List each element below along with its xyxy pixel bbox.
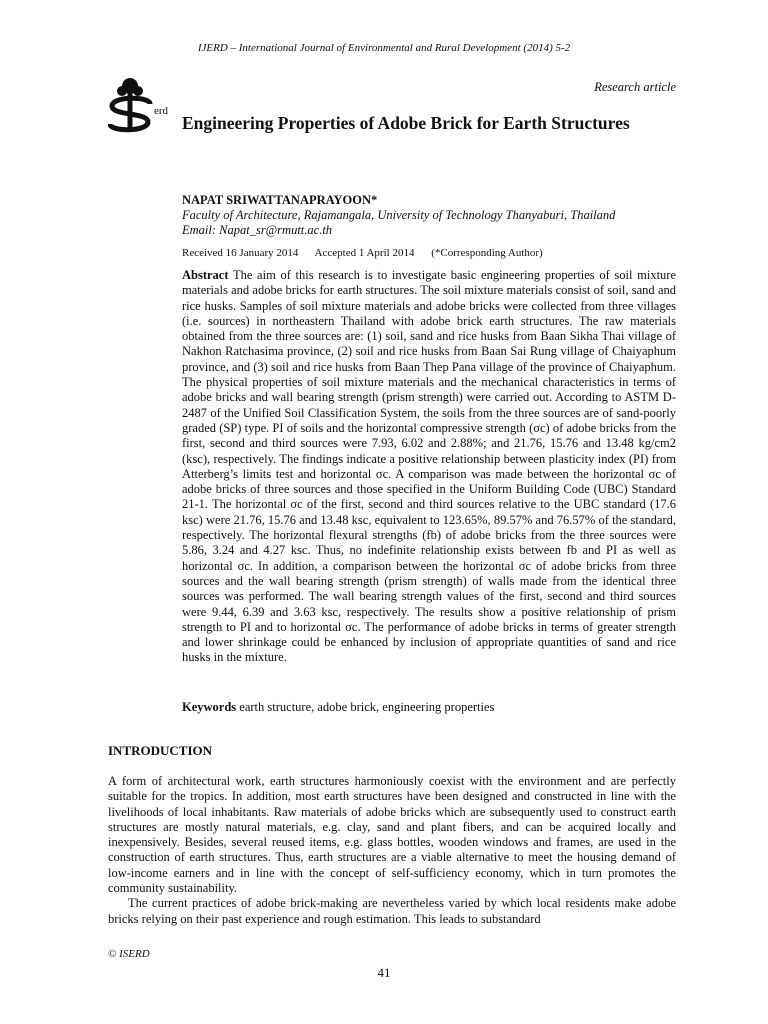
- accepted-date: Accepted 1 April 2014: [314, 247, 415, 259]
- keywords-label: Keywords: [182, 700, 237, 714]
- author-name: NAPAT SRIWATTANAPRAYOON*: [182, 193, 378, 207]
- abstract: [182, 268, 676, 666]
- article-type-label: Research article: [594, 80, 676, 94]
- logo-lettering: erd: [154, 105, 169, 117]
- paper-title: Engineering Properties of Adobe Brick for Earth Structures: [182, 113, 630, 133]
- abstract-text: The aim of this research is to investigate basic engineering properties of soil mixture materials and adobe bricks for earth structures. The soil mixture materials consist of soil, sand and rice husks. Samples of soil mixture materials and adobe bricks were collected from three villages (i.e. sources) in northeastern Thailand with adobe brick earth structures. The raw materials obtained from the three sources are: (1) soil, sand and rice husks from Baan Sikha Thai village of Nakhon Ratchasima province, (2) soil and rice husks from Baan Sai Rung village of Chaiyaphum province, and (3) soil and rice husks from Baan Thep Pana village of the province of Chaiyaphum. The physical properties of soil mixture materials and the mechanical characteristics in terms of adobe bricks and wall bearing strength (prism strength) were carried out. According to ASTM D-2487 of the Unified Soil Classification System, the soils from the three sources are of sand-poorly graded (SP) type. PI of soils and the horizontal compressive strength (σc) of adobe bricks from the first, second and third sources were 7.93, 6.02 and 2.88%; and 21.76, 15.76 and 13.48 kg/cm2 (ksc), respectively. The findings indicate a positive relationship between plasticity index (PI) from Atterberg’s limits test and horizontal σc. A comparison was made between the horizontal σc of adobe bricks of three sources and those specified in the Uniform Building Code (UBC) Standard 21-1. The horizontal σc of the first, second and third sources relative to the UBC standard (17.6 ksc) were 21.76, 15.76 and 13.48 ksc, equivalent to 123.65%, 89.57% and 76.57% of the standard, respectively. The horizontal flexural strengths (fb) of adobe bricks from the three sources were 5.86, 3.24 and 4.27 ksc. Thus, no indefinite relationship exists between fb and PI as well as horizontal σc. In addition, a comparison between the horizontal σc of adobe bricks from three sources and the wall bearing strength (prism strength) of walls made from the identical three sources was performed. The wall bearing strength values of the first, second and third sources were 9.44, 6.39 and 3.63 ksc, respectively. The results show a positive relationship of prism strength to PI and to horizontal σc. The performance of adobe bricks in terms of greater strength and lower shrinkage could be enhanced by inclusion of appropriate quantities of sand and rice husks in the mixture.: [182, 268, 676, 665]
- introduction-paragraph: The current practices of adobe brick-making are nevertheless varied by which local residents make adobe bricks relying on their past experience and rough estimation. This leads to substandard: [108, 896, 676, 926]
- keywords-text: earth structure, adobe brick, engineering properties: [239, 700, 495, 714]
- running-head: IJERD – International Journal of Environmental and Rural Development (2014) 5-2: [197, 42, 571, 54]
- corresponding-note: (*Corresponding Author): [431, 247, 543, 259]
- abstract-label: Abstract: [182, 268, 229, 282]
- page-number: 41: [377, 965, 391, 980]
- submission-dates: [182, 247, 557, 259]
- introduction-paragraph: A form of architectural work, earth structures harmoniously coexist with the environment and are perfectly suitable for the tropics. In addition, most earth structures have been designed and constructed in line with the livelihoods of local inhabitants. Raw materials of adobe bricks which are subsequently used to construct earth structures are mostly natural materials, e.g. clay, sand and plant fibers, and can be acquired locally and inexpensively. Besides, several reused items, e.g. glass bottles, wooden windows and frames, are used in the construction of earth structures. Thus, earth structures are a viable alternative to meet the housing demand of low-income earners and in line with the concept of self-sufficiency economy, which in turn promotes the community sustainability.: [108, 774, 676, 896]
- copyright-notice: © ISERD: [108, 948, 150, 960]
- keywords: [182, 700, 676, 715]
- received-date: Received 16 January 2014: [182, 247, 299, 259]
- introduction-body: [108, 774, 676, 927]
- author-affiliation: Faculty of Architecture, Rajamangala, University of Technology Thanyaburi, Thailand: [182, 208, 616, 222]
- iserd-logo: [108, 74, 176, 138]
- author-email: Email: Napat_sr@rmutt.ac.th: [182, 223, 333, 237]
- author-block: [182, 193, 682, 238]
- iserd-logo-icon: [108, 74, 176, 138]
- introduction-heading: INTRODUCTION: [108, 743, 213, 758]
